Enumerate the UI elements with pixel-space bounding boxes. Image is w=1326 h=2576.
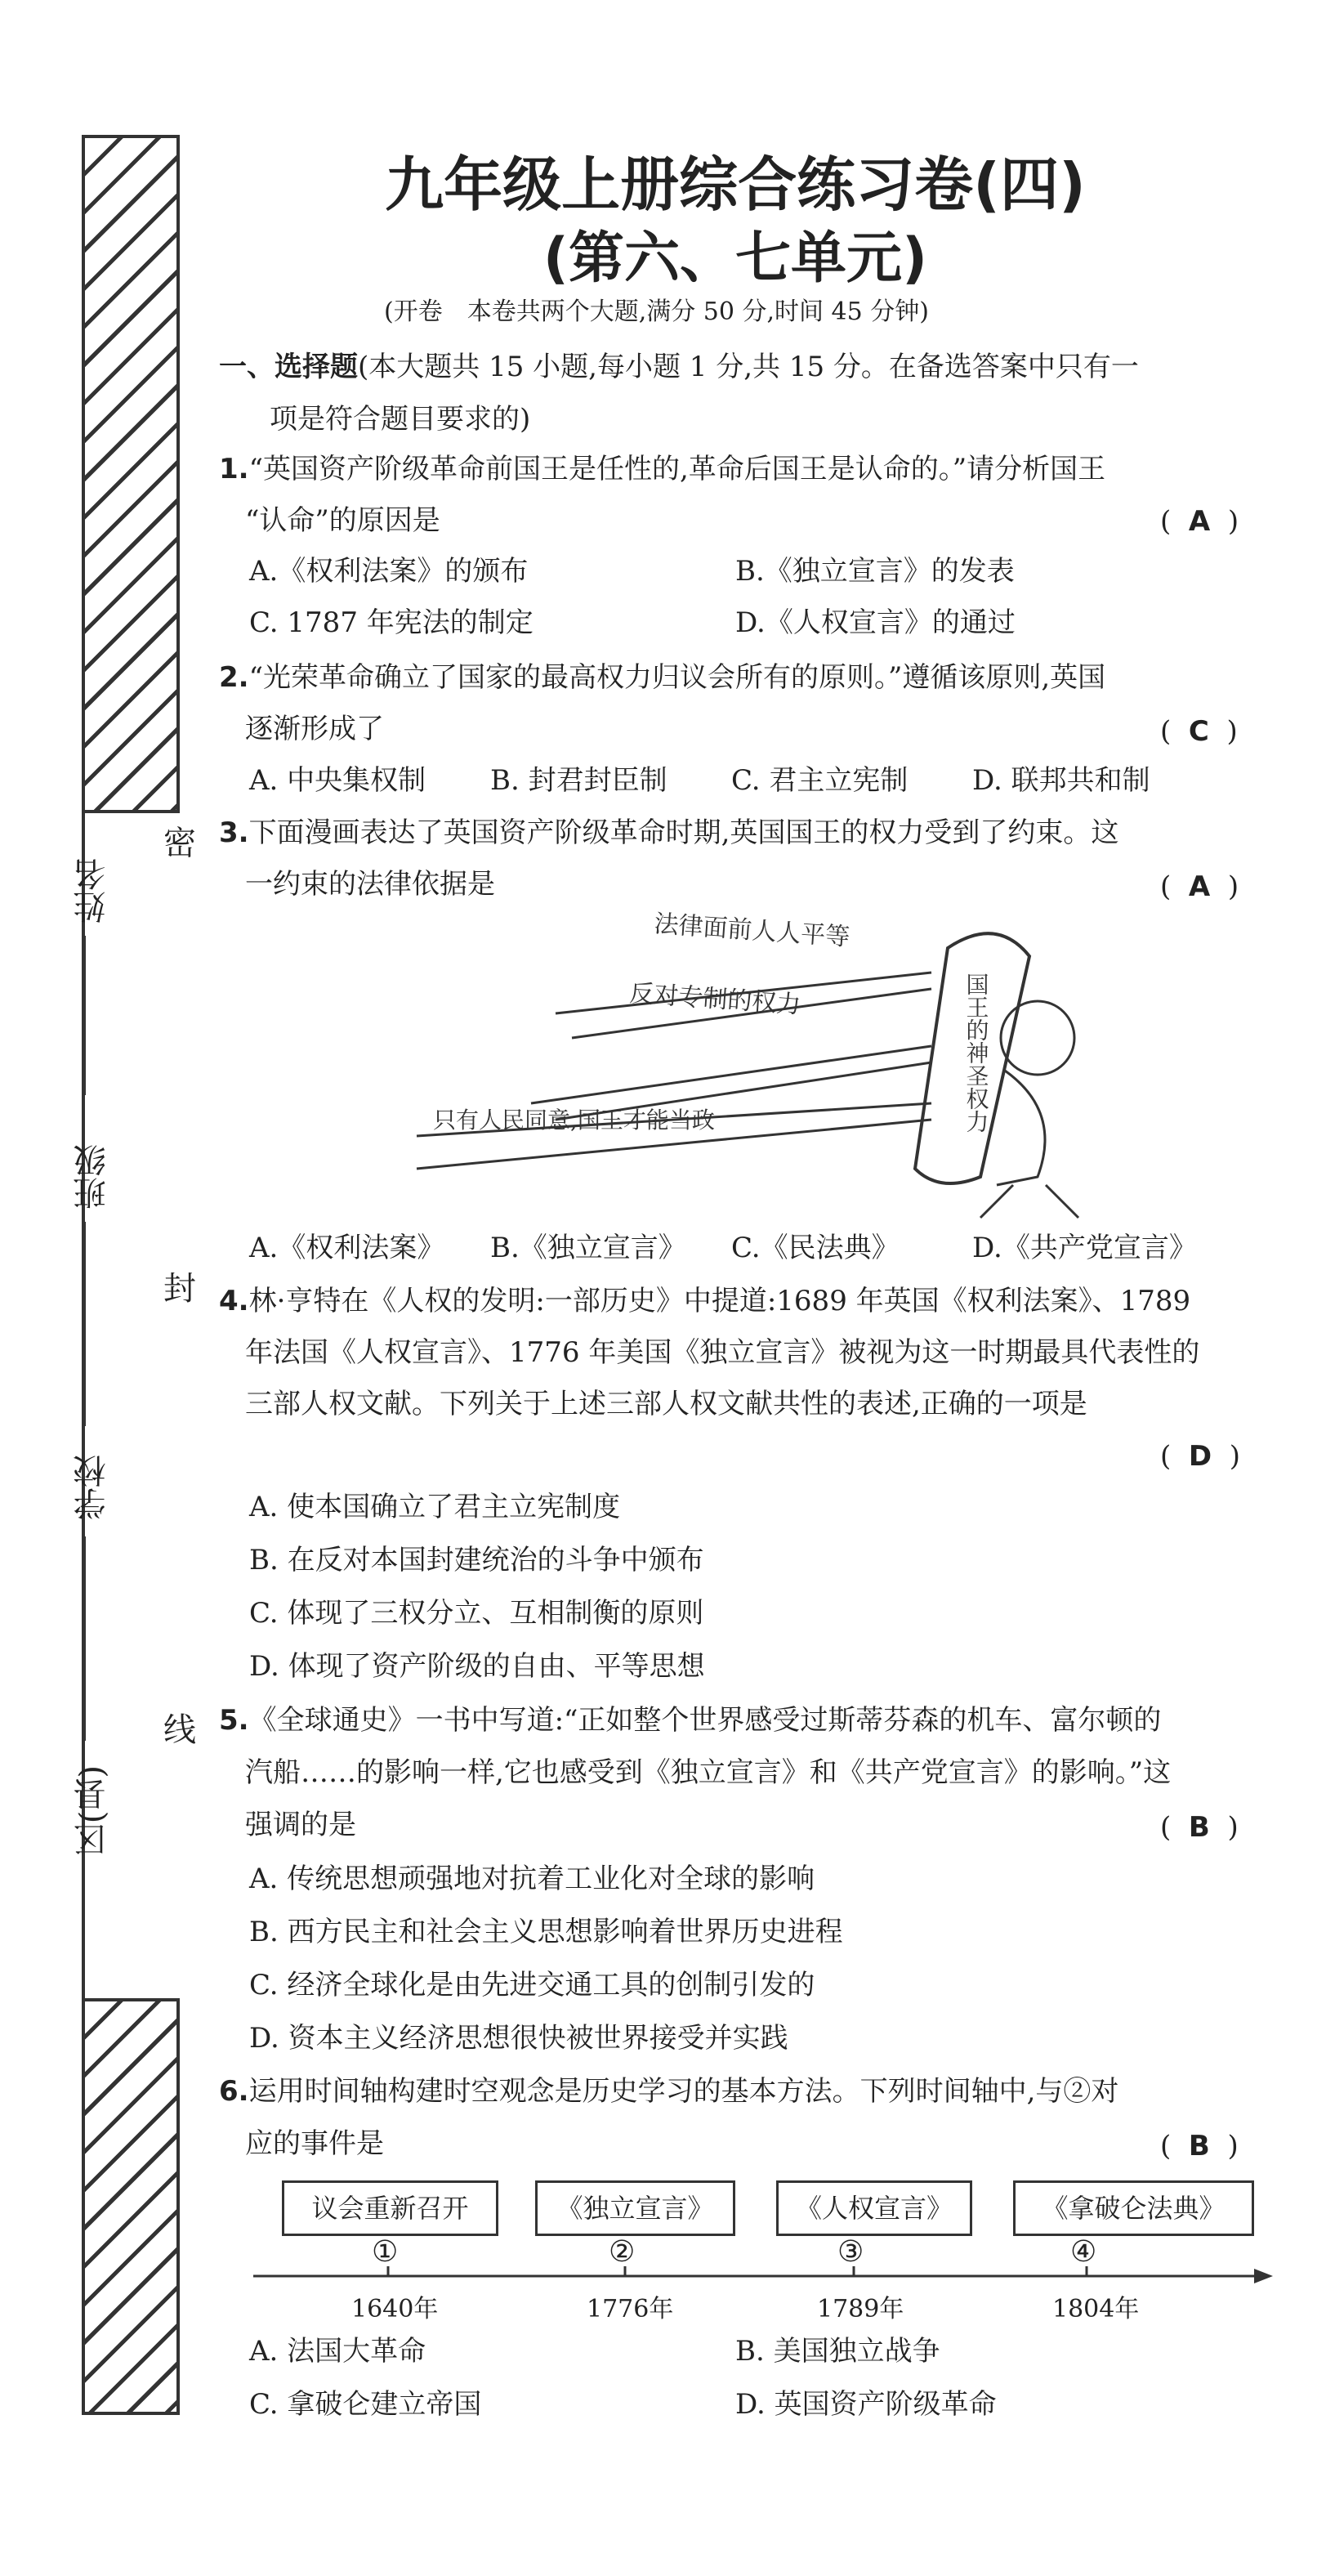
q2-option-b: B. 封君封臣制: [490, 764, 667, 797]
timeline-event-4: 《拿破仑法典》: [1013, 2180, 1254, 2236]
timeline-mark-1: ①: [372, 2235, 399, 2269]
q2-line2: 逐渐形成了: [245, 713, 384, 745]
q6-text-1: 运用时间轴构建时空观念是历史学习的基本方法。下列时间轴中,与②对: [248, 2075, 1119, 2108]
q1-answer: ( A ): [1160, 505, 1239, 538]
hatched-border-bottom: [82, 1998, 180, 2415]
blank-name: [83, 936, 86, 1095]
q2-num: 2.: [219, 661, 249, 694]
q6-option-c: C. 拿破仑建立帝国: [249, 2388, 482, 2421]
timeline-mark-3: ③: [837, 2235, 864, 2269]
q6-answer: ( B ): [1160, 2130, 1239, 2162]
seal-char-2: 封: [163, 1270, 196, 1308]
side-label-district: 区(县): [74, 1765, 111, 1857]
q3-num: 3.: [219, 816, 249, 849]
timeline-year-1: 1640年: [351, 2295, 439, 2323]
q4-text-1: 林·亨特在《人权的发明:一部历史》中提道:1689 年英国《权利法案》、1789: [248, 1285, 1191, 1317]
q5-num: 5.: [219, 1704, 249, 1737]
q3-answer: ( A ): [1160, 870, 1239, 903]
q5-line1: [219, 1704, 1162, 1737]
timeline-event-3: 《人权宣言》: [776, 2180, 972, 2236]
q1-option-a: A.《权利法案》的颁布: [249, 555, 529, 588]
q2-option-a: A. 中央集权制: [249, 764, 426, 797]
q5-line2: 汽船……的影响一样,它也感受到《独立宣言》和《共产党宣言》的影响。”这: [245, 1756, 1172, 1789]
page-title: 九年级上册综合练习卷(四): [385, 150, 1086, 219]
page-subtitle: (第六、七单元): [542, 226, 928, 291]
q3-option-b: B.《独立宣言》: [490, 1232, 686, 1264]
q6-option-b: B. 美国独立战争: [735, 2335, 940, 2368]
q5-option-b: B. 西方民主和社会主义思想影响着世界历史进程: [249, 1916, 843, 1948]
q3-option-d: D.《共产党宣言》: [972, 1232, 1197, 1264]
section-desc-2: 项是符合题目要求的): [270, 403, 531, 436]
timeline-year-2: 1776年: [587, 2295, 674, 2323]
beam-line: [531, 1046, 931, 1103]
side-label-school: 学校: [74, 1455, 111, 1520]
q4-option-b: B. 在反对本国封建统治的斗争中颁布: [249, 1544, 704, 1576]
cartoon-label-3: 只有人民同意,国王才能当政: [433, 1107, 715, 1134]
q1-text-1: “英国资产阶级革命前国王是任性的,革命后国王是认命的。”请分析国王: [248, 453, 1106, 485]
timeline-mark-2: ②: [609, 2235, 636, 2269]
q4-answer: ( D ): [1160, 1440, 1241, 1473]
q6-num: 6.: [219, 2075, 249, 2108]
q1-option-d: D.《人权宣言》的通过: [735, 606, 1016, 639]
q2-option-d: D. 联邦共和制: [972, 764, 1150, 797]
figure-leg: [1046, 1185, 1078, 1218]
section-label: 一、选择题: [219, 351, 358, 383]
q1-line2: “认命”的原因是: [245, 504, 440, 537]
q1-option-b: B.《独立宣言》的发表: [735, 555, 1015, 588]
cartoon-shield-text: 国王的神圣权力: [962, 973, 990, 1133]
q5-text-1: 《全球通史》一书中写道:“正如整个世界感受过斯蒂芬森的机车、富尔顿的: [248, 1704, 1162, 1737]
timeline-event-2: 《独立宣言》: [535, 2180, 735, 2236]
q4-num: 4.: [219, 1285, 249, 1317]
q1-num: 1.: [219, 453, 249, 485]
q3-cartoon: [409, 907, 1144, 1226]
exam-info: (开卷 本卷共两个大题,满分 50 分,时间 45 分钟): [384, 297, 929, 326]
timeline-mark-4: ④: [1070, 2235, 1097, 2269]
q3-line2: 一约束的法律依据是: [245, 868, 495, 901]
q5-answer: ( B ): [1160, 1811, 1239, 1844]
q5-option-d: D. 资本主义经济思想很快被世界接受并实践: [249, 2022, 788, 2055]
q3-line1: [219, 816, 1119, 849]
timeline-year-3: 1789年: [817, 2295, 904, 2323]
side-label-class: 班级: [74, 1144, 111, 1210]
blank-class: [83, 1222, 86, 1426]
hatched-border-top: [82, 135, 180, 813]
q2-text-1: “光荣革命确立了国家的最高权力归议会所有的原则。”遵循该原则,英国: [248, 661, 1106, 694]
timeline-axis: [253, 2264, 1275, 2288]
cartoon-label-1: 法律面前人人平等: [653, 910, 851, 952]
q1-line1: [219, 455, 1105, 483]
q4-line1: [219, 1287, 1190, 1315]
q2-answer: ( C ): [1160, 715, 1238, 748]
q1-option-c: C. 1787 年宪法的制定: [249, 606, 534, 639]
q4-line3: 三部人权文献。下列关于上述三部人权文献共性的表述,正确的一项是: [245, 1388, 1087, 1420]
q4-option-d: D. 体现了资产阶级的自由、平等思想: [249, 1650, 705, 1683]
q5-option-c: C. 经济全球化是由先进交通工具的创制引发的: [249, 1969, 815, 2001]
q4-option-a: A. 使本国确立了君主立宪制度: [249, 1491, 621, 1523]
seal-char-1: 密: [163, 825, 196, 862]
section-desc-1: (本大题共 15 小题,每小题 1 分,共 15 分。在备选答案中只有一: [358, 351, 1139, 383]
q3-text-1: 下面漫画表达了英国资产阶级革命时期,英国国王的权力受到了约束。这: [248, 816, 1119, 849]
q4-line2: 年法国《人权宣言》、1776 年美国《独立宣言》被视为这一时期最具代表性的: [245, 1336, 1200, 1369]
section-header: [219, 353, 1139, 381]
q4-option-c: C. 体现了三权分立、互相制衡的原则: [249, 1597, 704, 1630]
q6-option-a: A. 法国大革命: [249, 2335, 426, 2368]
q5-line3: 强调的是: [245, 1809, 356, 1841]
q6-option-d: D. 英国资产阶级革命: [735, 2388, 997, 2421]
q2-option-c: C. 君主立宪制: [731, 764, 909, 797]
figure-leg: [980, 1185, 1013, 1218]
seal-char-3: 线: [163, 1711, 196, 1749]
timeline-year-4: 1804年: [1052, 2295, 1140, 2323]
q3-option-c: C.《民法典》: [731, 1232, 900, 1264]
q6-line1: [219, 2075, 1119, 2108]
blank-school: [83, 1536, 86, 1741]
q5-option-a: A. 传统思想顽强地对抗着工业化对全球的影响: [249, 1863, 815, 1895]
side-label-name: 姓名: [74, 858, 111, 924]
q3-option-a: A.《权利法案》: [249, 1232, 445, 1264]
cartoon-label-2: 反对专制的权力: [628, 979, 802, 1020]
figure-body: [997, 1071, 1045, 1185]
q6-line2: 应的事件是: [245, 2127, 384, 2160]
timeline-event-1: 议会重新召开: [282, 2180, 498, 2236]
q2-line1: [219, 661, 1106, 694]
